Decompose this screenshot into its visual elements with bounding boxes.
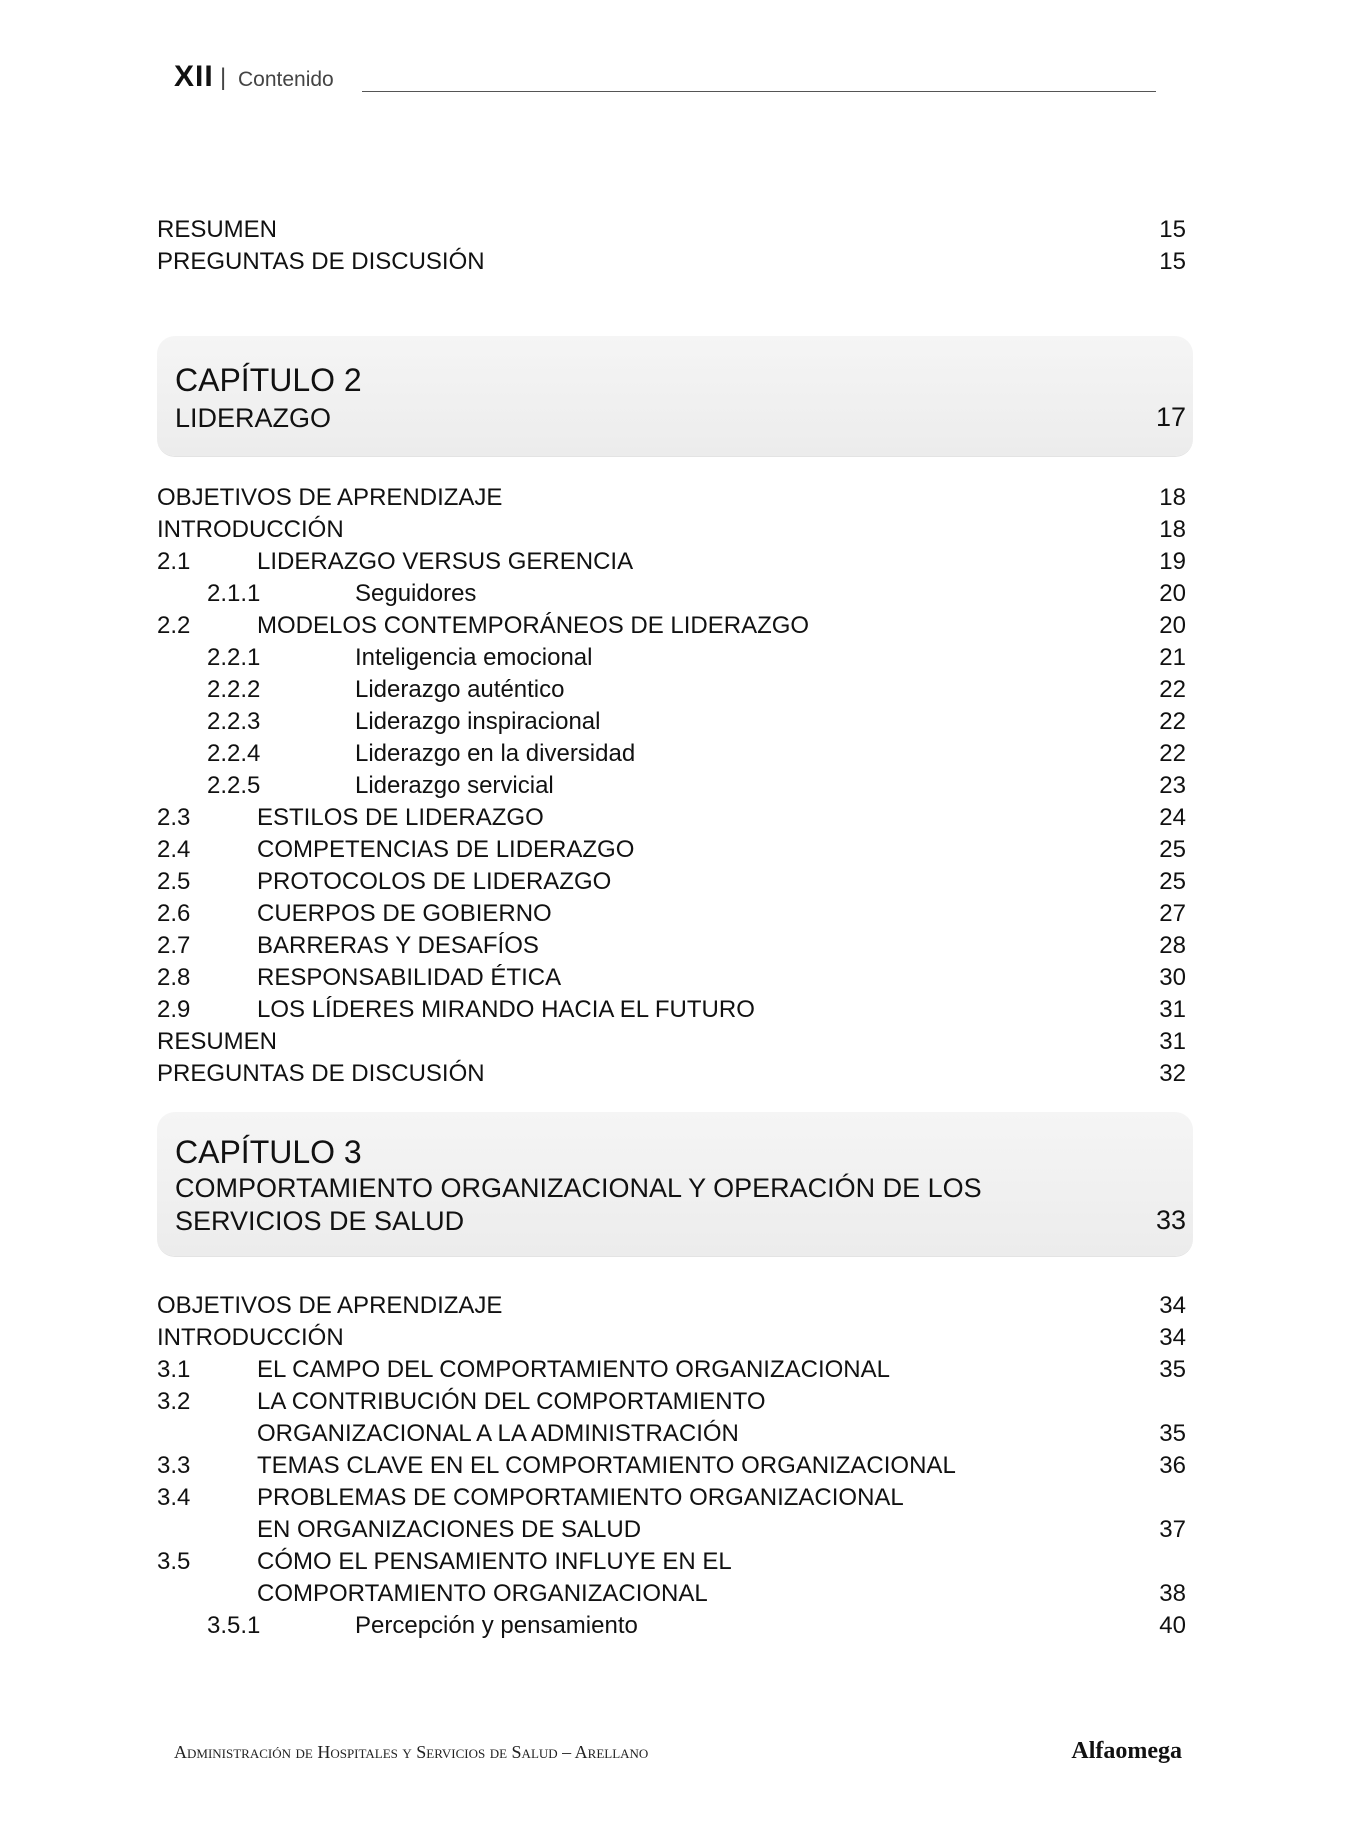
toc-entry xyxy=(157,1026,1186,1058)
toc-entry-title: INTRODUCCIÓN xyxy=(157,1324,344,1351)
chapter-2-label: CAPÍTULO 2 xyxy=(175,362,362,398)
toc-entry-title: Liderazgo en la diversidad xyxy=(355,740,636,767)
toc-entry xyxy=(157,610,1186,642)
toc-entry-number: 2.1 xyxy=(157,548,191,575)
toc-entry-title: Percepción y pensamiento xyxy=(355,1612,638,1639)
toc-entry xyxy=(157,1418,1186,1450)
page-header xyxy=(174,60,1156,96)
toc-entry-number: 2.2.2 xyxy=(207,676,261,703)
chapter-2-entries xyxy=(157,482,1186,1090)
toc-entry-number: 3.5.1 xyxy=(207,1612,261,1639)
page-footer xyxy=(174,1738,1182,1768)
toc-entry-page: 22 xyxy=(1159,676,1186,703)
toc-entry-title: Seguidores xyxy=(355,580,477,607)
toc-entry-number: 3.3 xyxy=(157,1452,191,1479)
toc-entry-page: 22 xyxy=(1159,708,1186,735)
toc-entry-title: RESPONSABILIDAD ÉTICA xyxy=(257,964,562,991)
header-separator: | xyxy=(220,64,227,91)
toc-entry xyxy=(157,1610,1186,1642)
toc-entry-title: RESUMEN xyxy=(157,1028,278,1055)
toc-entry xyxy=(157,1058,1186,1090)
toc-entry-number: 2.9 xyxy=(157,996,191,1023)
toc-entry-title: PROTOCOLOS DE LIDERAZGO xyxy=(257,868,612,895)
toc-entry-title: PREGUNTAS DE DISCUSIÓN xyxy=(157,1060,485,1087)
toc-entry xyxy=(157,482,1186,514)
toc-entry xyxy=(157,642,1186,674)
toc-entry xyxy=(157,962,1186,994)
toc-entry-page: 30 xyxy=(1159,964,1186,991)
toc-entry xyxy=(157,834,1186,866)
chapter-3-entries xyxy=(157,1290,1186,1642)
toc-entry-number: 3.2 xyxy=(157,1388,191,1415)
toc-entry-page: 34 xyxy=(1159,1292,1186,1319)
toc-entry xyxy=(157,898,1186,930)
toc-entry-number: 2.6 xyxy=(157,900,191,927)
toc-entry-title: LOS LÍDERES MIRANDO HACIA EL FUTURO xyxy=(257,996,755,1023)
chapter-2-page: 17 xyxy=(1155,402,1186,432)
footer-book-title: Administración de Hospitales y Servicios de Salud – Arellano xyxy=(174,1742,649,1762)
toc-entry-number: 2.4 xyxy=(157,836,191,863)
toc-entry xyxy=(157,770,1186,802)
toc-entry-page: 15 xyxy=(1159,248,1186,275)
toc-entry-page: 24 xyxy=(1159,804,1186,831)
toc-top-entries xyxy=(157,214,1186,278)
toc-entry xyxy=(157,1546,1186,1578)
toc-entry-page: 38 xyxy=(1159,1580,1186,1607)
toc-entry-page: 20 xyxy=(1159,612,1186,639)
toc-entry-number: 2.2 xyxy=(157,612,191,639)
toc-entry-title: ORGANIZACIONAL A LA ADMINISTRACIÓN xyxy=(257,1420,739,1447)
toc-entry-title: OBJETIVOS DE APRENDIZAJE xyxy=(157,1292,503,1319)
toc-entry-title: Inteligencia emocional xyxy=(355,644,593,671)
toc-entry xyxy=(157,246,1186,278)
toc-entry-number: 2.7 xyxy=(157,932,191,959)
toc-entry-number: 3.1 xyxy=(157,1356,191,1383)
toc-entry-number: 2.5 xyxy=(157,868,191,895)
toc-entry-page: 25 xyxy=(1159,868,1186,895)
toc-entry xyxy=(157,546,1186,578)
toc-entry-title: BARRERAS Y DESAFÍOS xyxy=(257,932,539,959)
toc-entry xyxy=(157,866,1186,898)
toc-entry-page: 32 xyxy=(1159,1060,1186,1087)
toc-entry xyxy=(157,1450,1186,1482)
toc-entry-page: 27 xyxy=(1159,900,1186,927)
toc-entry-page: 18 xyxy=(1159,484,1186,511)
toc-entry-title: COMPORTAMIENTO ORGANIZACIONAL xyxy=(257,1580,708,1607)
toc-entry-number: 2.2.4 xyxy=(207,740,261,767)
toc-entry xyxy=(157,994,1186,1026)
toc-entry-title: COMPETENCIAS DE LIDERAZGO xyxy=(257,836,635,863)
toc-entry-title: MODELOS CONTEMPORÁNEOS DE LIDERAZGO xyxy=(257,612,810,639)
chapter-3-title: COMPORTAMIENTO ORGANIZACIONAL Y OPERACIÓN DE LOS SERVICIOS DE SALUD xyxy=(175,1173,982,1236)
toc-entry-number: 2.2.3 xyxy=(207,708,261,735)
toc-entry xyxy=(157,738,1186,770)
toc-entry xyxy=(157,1514,1186,1546)
toc-entry-page: 35 xyxy=(1159,1420,1186,1447)
toc-entry xyxy=(157,214,1186,246)
toc-entry-title: EL CAMPO DEL COMPORTAMIENTO ORGANIZACIONAL xyxy=(257,1356,890,1383)
toc-entry xyxy=(157,578,1186,610)
toc-entry-title: EN ORGANIZACIONES DE SALUD xyxy=(257,1516,642,1543)
toc-entry-page: 35 xyxy=(1159,1356,1186,1383)
toc-entry-number: 3.5 xyxy=(157,1548,191,1575)
toc-entry-page: 19 xyxy=(1159,548,1186,575)
toc-entry-title: RESUMEN xyxy=(157,216,278,243)
toc-entry-number: 2.2.1 xyxy=(207,644,261,671)
toc-entry-title: CUERPOS DE GOBIERNO xyxy=(257,900,552,927)
chapter-3-label: CAPÍTULO 3 xyxy=(175,1134,362,1170)
toc-entry-page: 25 xyxy=(1159,836,1186,863)
toc-entry-title: LA CONTRIBUCIÓN DEL COMPORTAMIENTO xyxy=(257,1388,766,1415)
chapter-2-banner xyxy=(157,336,1193,456)
toc-entry-page: 28 xyxy=(1159,932,1186,959)
toc-entry-page: 21 xyxy=(1159,644,1186,671)
toc-entry xyxy=(157,1354,1186,1386)
toc-entry-title: ESTILOS DE LIDERAZGO xyxy=(257,804,544,831)
header-section-label: Contenido xyxy=(238,68,334,91)
toc-entry-page: 15 xyxy=(1159,216,1186,243)
toc-entry xyxy=(157,1322,1186,1354)
page-number: XII xyxy=(174,60,214,93)
toc-entry-page: 31 xyxy=(1159,996,1186,1023)
toc-entry xyxy=(157,1578,1186,1610)
toc-entry xyxy=(157,674,1186,706)
toc-entry xyxy=(157,514,1186,546)
toc-entry-title: PROBLEMAS DE COMPORTAMIENTO ORGANIZACIONAL xyxy=(257,1484,904,1511)
toc-entry-title: Liderazgo inspiracional xyxy=(355,708,601,735)
toc-entry-page: 18 xyxy=(1159,516,1186,543)
toc-entry-title: INTRODUCCIÓN xyxy=(157,516,344,543)
toc-entry xyxy=(157,930,1186,962)
toc-entry-title: Liderazgo auténtico xyxy=(355,676,565,703)
chapter-3-page: 33 xyxy=(1155,1205,1186,1235)
toc-entry-page: 20 xyxy=(1159,580,1186,607)
toc-entry-number: 2.3 xyxy=(157,804,191,831)
chapter-2-title: LIDERAZGO xyxy=(175,403,332,433)
toc-entry-title: PREGUNTAS DE DISCUSIÓN xyxy=(157,248,485,275)
toc-entry-page: 31 xyxy=(1159,1028,1186,1055)
toc-entry-title: OBJETIVOS DE APRENDIZAJE xyxy=(157,484,503,511)
toc-entry-number: 3.4 xyxy=(157,1484,191,1511)
header-rule xyxy=(362,91,1156,92)
toc-entry-title: LIDERAZGO VERSUS GERENCIA xyxy=(257,548,634,575)
toc-entry-title: TEMAS CLAVE EN EL COMPORTAMIENTO ORGANIZACIONAL xyxy=(257,1452,956,1479)
toc-entry-page: 36 xyxy=(1159,1452,1186,1479)
toc-entry-page: 40 xyxy=(1159,1612,1186,1639)
toc-entry-title: CÓMO EL PENSAMIENTO INFLUYE EN EL xyxy=(257,1548,732,1575)
toc-entry xyxy=(157,706,1186,738)
chapter-3-banner xyxy=(157,1112,1193,1256)
toc-entry-number: 2.2.5 xyxy=(207,772,261,799)
toc-entry xyxy=(157,1482,1186,1514)
toc-entry xyxy=(157,802,1186,834)
toc-entry-title: Liderazgo servicial xyxy=(355,772,554,799)
toc-entry xyxy=(157,1386,1186,1418)
toc-entry xyxy=(157,1290,1186,1322)
toc-entry-page: 34 xyxy=(1159,1324,1186,1351)
toc-entry-number: 2.1.1 xyxy=(207,580,261,607)
footer-publisher: Alfaomega xyxy=(1071,1738,1182,1764)
toc-entry-page: 37 xyxy=(1159,1516,1186,1543)
toc-entry-number: 2.8 xyxy=(157,964,191,991)
toc-entry-page: 22 xyxy=(1159,740,1186,767)
toc-entry-page: 23 xyxy=(1159,772,1186,799)
